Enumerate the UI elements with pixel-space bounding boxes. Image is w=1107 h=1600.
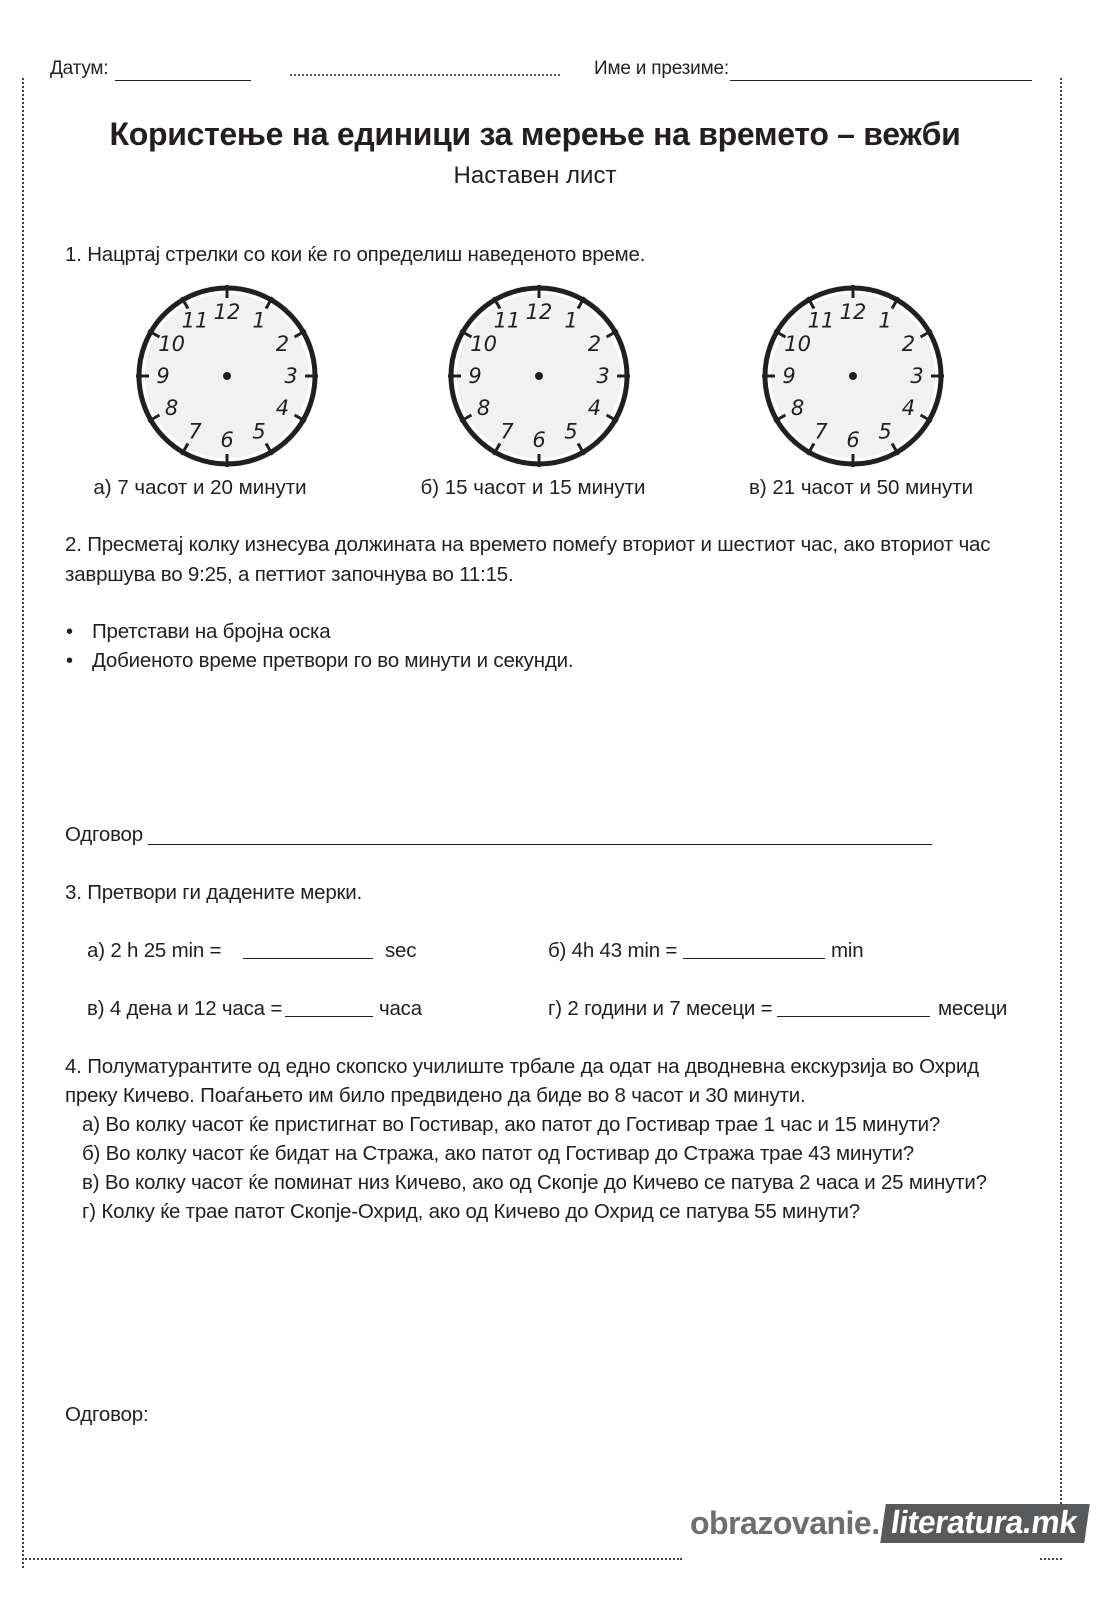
clock-number: 9 xyxy=(782,364,796,388)
clock-number: 5 xyxy=(878,419,892,444)
clock-caption-b: б) 15 часот и 15 минути xyxy=(420,476,646,499)
brand-logo xyxy=(690,1500,1086,1546)
clock-number: 10 xyxy=(470,332,497,356)
task3-answer-a[interactable] xyxy=(243,958,373,959)
task3-item-a: а) 2 h 25 min = xyxy=(87,939,222,962)
task2-bullet-2: Добиеното време претвори го во минути и секунди. xyxy=(92,649,574,672)
clock-number: 10 xyxy=(158,332,185,356)
task3-item-b: б) 4h 43 min = xyxy=(548,939,678,962)
task2-line2: завршува во 9:25, а петтиот започнува во 11:15. xyxy=(65,563,514,586)
page-subtitle: Наставен лист xyxy=(453,162,617,189)
task4-sub-c: в) Во колку часот ќе поминат низ Кичево, ако од Скопје до Кичево се патува 2 часа и 25 минути? xyxy=(82,1171,987,1194)
clock-face-b[interactable] xyxy=(444,281,634,471)
page-border-bottom xyxy=(22,1558,682,1560)
task3-unit-d: месеци xyxy=(938,997,1008,1020)
task3-item-c: в) 4 дена и 12 часа = xyxy=(87,997,283,1020)
task2-answer-label: Одговор xyxy=(65,823,143,846)
clock-center xyxy=(849,372,857,380)
bullet-icon: • xyxy=(66,650,73,672)
task3-text: 3. Претвори ги дадените мерки. xyxy=(65,881,363,904)
bullet-icon: • xyxy=(66,621,73,643)
task4-line2: преку Кичево. Поаѓањето им било предвидено да биде во 8 часот и 30 минути. xyxy=(65,1084,806,1107)
clock-number: 3 xyxy=(284,364,298,388)
task3-answer-b[interactable] xyxy=(683,958,825,959)
clock-face-a[interactable] xyxy=(132,281,322,471)
clock-number: 3 xyxy=(596,364,610,388)
task4-answer-label: Одговор: xyxy=(65,1403,149,1426)
clock-number: 11 xyxy=(493,308,521,333)
task1-text: 1. Нацртај стрелки со кои ќе го определиш наведеното време. xyxy=(65,243,646,266)
task4-sub-a: а) Во колку часот ќе пристигнат во Гостивар, ако патот до Гостивар трае 1 час и 15 минути? xyxy=(82,1113,941,1136)
name-field[interactable] xyxy=(730,80,1032,81)
name-label: Име и презиме: xyxy=(594,58,729,79)
clock-number: 7 xyxy=(500,419,514,444)
clock-number: 5 xyxy=(564,419,578,444)
clock-number: 7 xyxy=(814,419,828,444)
clock-number: 10 xyxy=(784,332,811,356)
clock-number: 9 xyxy=(468,364,482,388)
clock-number: 9 xyxy=(156,364,170,388)
clock-center xyxy=(223,372,231,380)
date-field[interactable] xyxy=(115,80,251,81)
task2-bullet-1: Претстави на бројна оска xyxy=(92,620,331,643)
clock-number: 4 xyxy=(901,396,916,420)
task3-unit-b: min xyxy=(831,939,864,962)
clock-number: 7 xyxy=(188,419,202,444)
clock-number: 8 xyxy=(476,396,491,420)
page-border-right xyxy=(1060,78,1062,1528)
clock-number: 8 xyxy=(164,396,179,420)
clock-number: 2 xyxy=(901,332,916,356)
page-border-left xyxy=(22,78,24,1568)
clock-caption-c: в) 21 часот и 50 минути xyxy=(748,476,974,499)
date-label: Датум: xyxy=(50,58,109,79)
clock-number: 5 xyxy=(252,419,266,444)
task3-unit-c: часа xyxy=(379,997,422,1020)
task3-item-d: г) 2 години и 7 месеци = xyxy=(548,997,773,1020)
clock-number: 6 xyxy=(532,428,546,452)
task3-answer-c[interactable] xyxy=(285,1016,373,1017)
task3-unit-a: sec xyxy=(385,939,417,962)
task2-line1: 2. Пресметај колку изнесува должината на времето помеѓу вториот и шестиот час, ако вториот час xyxy=(65,533,991,556)
clock-number: 11 xyxy=(807,308,835,333)
clock-number: 12 xyxy=(525,300,553,324)
task4-sub-b: б) Во колку часот ќе бидат на Стража, ако патот од Гостивар до Стража трае 43 минути? xyxy=(82,1142,914,1165)
clock-number: 1 xyxy=(252,308,266,333)
clock-number: 6 xyxy=(220,428,234,452)
clock-center xyxy=(535,372,543,380)
clock-caption-a: а) 7 часот и 20 минути xyxy=(93,476,307,499)
clock-number: 12 xyxy=(213,300,241,324)
task4-line1: 4. Полуматурантите од едно скопско училиште трбале да одат на дводневна екскурзија во Охрид xyxy=(65,1055,979,1078)
clock-number: 3 xyxy=(910,364,924,388)
page-border-bottom-right xyxy=(1040,1558,1062,1560)
clock-number: 4 xyxy=(275,396,290,420)
clock-number: 11 xyxy=(181,308,209,333)
clock-number: 2 xyxy=(587,332,602,356)
task4-sub-d: г) Колку ќе трае патот Скопје-Охрид, ако од Кичево до Охрид се патува 55 минути? xyxy=(82,1200,861,1223)
clock-number: 1 xyxy=(878,308,892,333)
header-dotted-line xyxy=(290,74,560,76)
page-title: Користење на единици за мерење на времето – вежби xyxy=(109,116,961,152)
brand-text-2: literatura.mk xyxy=(880,1504,1089,1543)
brand-text-1: obrazovanie. xyxy=(690,1504,880,1541)
clock-number: 2 xyxy=(275,332,290,356)
clock-number: 8 xyxy=(790,396,805,420)
clock-number: 4 xyxy=(587,396,602,420)
clock-number: 6 xyxy=(846,428,860,452)
clock-number: 12 xyxy=(839,300,867,324)
task2-answer-field[interactable] xyxy=(148,844,932,845)
clock-face-c[interactable] xyxy=(758,281,948,471)
task3-answer-d[interactable] xyxy=(777,1016,930,1017)
clock-number: 1 xyxy=(564,308,578,333)
